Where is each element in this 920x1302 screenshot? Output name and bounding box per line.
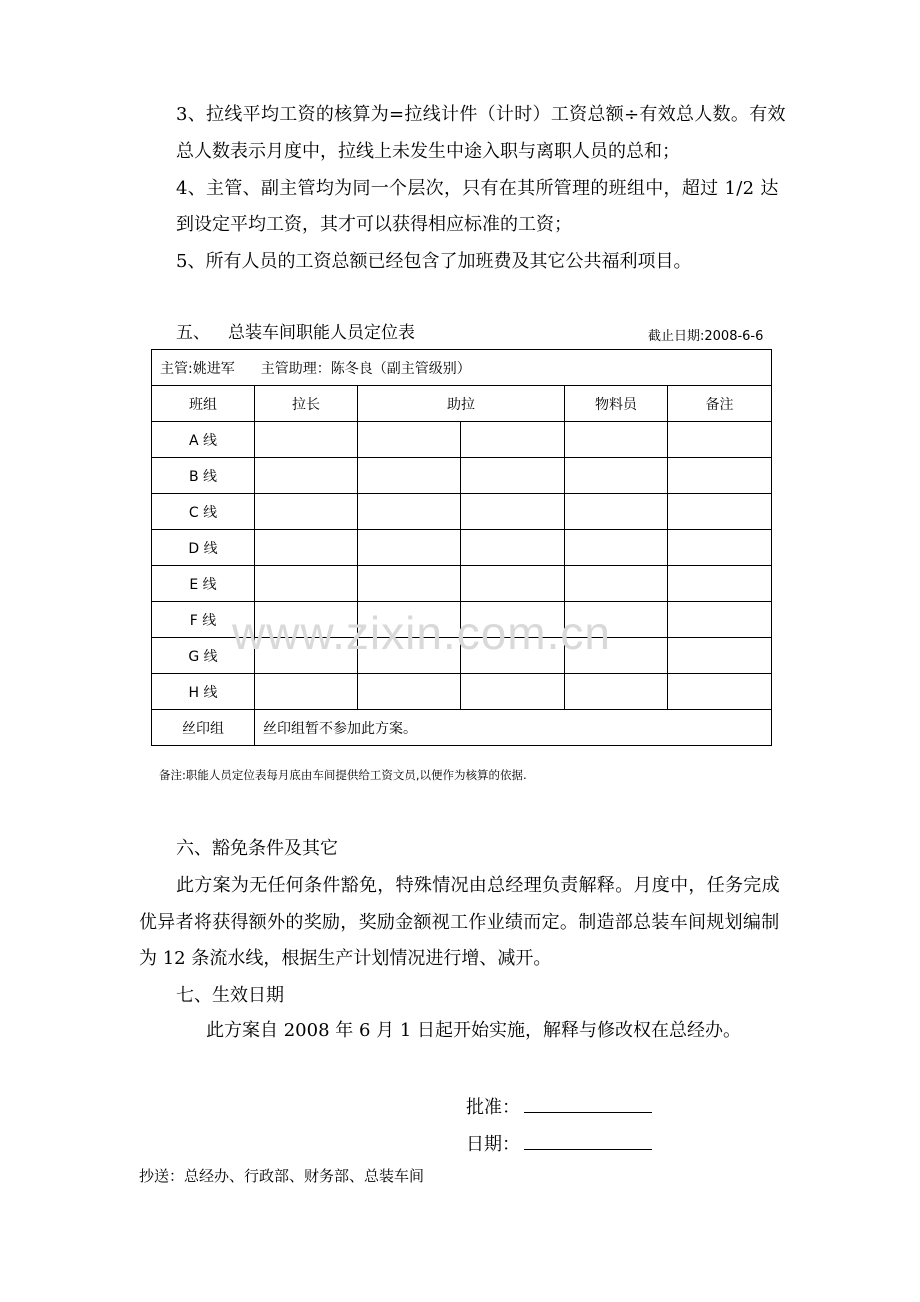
cc-line: 抄送：总经办、行政部、财务部、总装车间 [139, 1167, 425, 1185]
approval-line [466, 1092, 652, 1120]
supervisor-cell [152, 350, 772, 386]
rule-4-line-2: 到设定平均工资，其才可以获得相应标准的工资； [176, 214, 572, 235]
header-line-leader: 拉长 [255, 386, 358, 422]
header-remarks: 备注 [668, 386, 772, 422]
assistant-label: 主管助理：陈冬良（副主管级别） [260, 360, 471, 377]
empty-cell [358, 530, 461, 566]
table-header-row [152, 386, 772, 422]
empty-cell [358, 494, 461, 530]
table-row [152, 530, 772, 566]
empty-cell [668, 674, 772, 710]
line-name: C 线 [152, 494, 255, 530]
empty-cell [358, 422, 461, 458]
table-row [152, 566, 772, 602]
section-6-line-2: 优异者将获得额外的奖励，奖励金额视工作业绩而定。制造部总装车间规划编制 [139, 912, 780, 933]
table-section-number: 五、 [176, 323, 210, 343]
line-name: F 线 [152, 602, 255, 638]
empty-cell [255, 566, 358, 602]
approve-label: 批准： [466, 1097, 520, 1118]
empty-cell [565, 566, 668, 602]
table-row [152, 674, 772, 710]
approve-blank [524, 1092, 652, 1113]
empty-cell [565, 422, 668, 458]
empty-cell [255, 458, 358, 494]
table-title: 总装车间职能人员定位表 [228, 323, 415, 343]
line-name: A 线 [152, 422, 255, 458]
empty-cell [358, 674, 461, 710]
empty-cell [668, 422, 772, 458]
staff-position-table [151, 349, 772, 746]
line-name: D 线 [152, 530, 255, 566]
table-supervisor-row [152, 350, 772, 386]
silk-group-name: 丝印组 [152, 710, 255, 746]
empty-cell [565, 494, 668, 530]
date-blank [524, 1129, 652, 1150]
empty-cell [358, 458, 461, 494]
empty-cell [461, 674, 565, 710]
table-footnote: 备注:职能人员定位表每月底由车间提供给工资文员,以便作为核算的依据. [159, 768, 527, 782]
empty-cell [668, 530, 772, 566]
empty-cell [668, 458, 772, 494]
header-assistant-leader: 助拉 [358, 386, 565, 422]
rule-5-line: 5、所有人员的工资总额已经包含了加班费及其它公共福利项目。 [176, 251, 692, 272]
section-6-heading: 六、豁免条件及其它 [176, 838, 338, 859]
empty-cell [668, 638, 772, 674]
empty-cell [255, 422, 358, 458]
empty-cell [668, 566, 772, 602]
section-6-line-3: 为 12 条流水线，根据生产计划情况进行增、减开。 [139, 948, 552, 969]
table-heading [176, 321, 415, 345]
empty-cell [461, 566, 565, 602]
section-6-line-1: 此方案为无任何条件豁免，特殊情况由总经理负责解释。月度中，任务完成 [176, 875, 780, 896]
empty-cell [461, 530, 565, 566]
table-silk-row [152, 710, 772, 746]
table-row [152, 422, 772, 458]
watermark: www.zixin.com.cn [232, 607, 611, 659]
empty-cell [461, 458, 565, 494]
section-7-heading: 七、生效日期 [176, 985, 284, 1006]
silk-group-note: 丝印组暂不参加此方案。 [255, 710, 772, 746]
empty-cell [358, 566, 461, 602]
line-name: B 线 [152, 458, 255, 494]
supervisor-label: 主管:姚进军 [160, 360, 235, 377]
rule-4-line-1: 4、主管、副主管均为同一个层次，只有在其所管理的班组中，超过 1/2 达 [176, 178, 779, 199]
date-label: 日期： [466, 1134, 520, 1155]
header-group: 班组 [152, 386, 255, 422]
empty-cell [668, 602, 772, 638]
empty-cell [461, 422, 565, 458]
empty-cell [461, 494, 565, 530]
section-7-line: 此方案自 2008 年 6 月 1 日起开始实施，解释与修改权在总经办。 [206, 1020, 742, 1041]
line-name: H 线 [152, 674, 255, 710]
line-name: E 线 [152, 566, 255, 602]
empty-cell [668, 494, 772, 530]
table-row [152, 494, 772, 530]
rule-3-line-2: 总人数表示月度中，拉线上未发生中途入职与离职人员的总和； [176, 141, 680, 162]
empty-cell [565, 674, 668, 710]
empty-cell [565, 458, 668, 494]
empty-cell [255, 674, 358, 710]
empty-cell [255, 494, 358, 530]
table-row [152, 458, 772, 494]
rule-3-line-1: 3、拉线平均工资的核算为=拉线计件（计时）工资总额÷有效总人数。有效 [176, 104, 786, 125]
empty-cell [565, 530, 668, 566]
date-line [466, 1129, 652, 1157]
empty-cell [255, 530, 358, 566]
header-material-clerk: 物料员 [565, 386, 668, 422]
cutoff-date: 截止日期:2008-6-6 [648, 329, 764, 344]
line-name: G 线 [152, 638, 255, 674]
